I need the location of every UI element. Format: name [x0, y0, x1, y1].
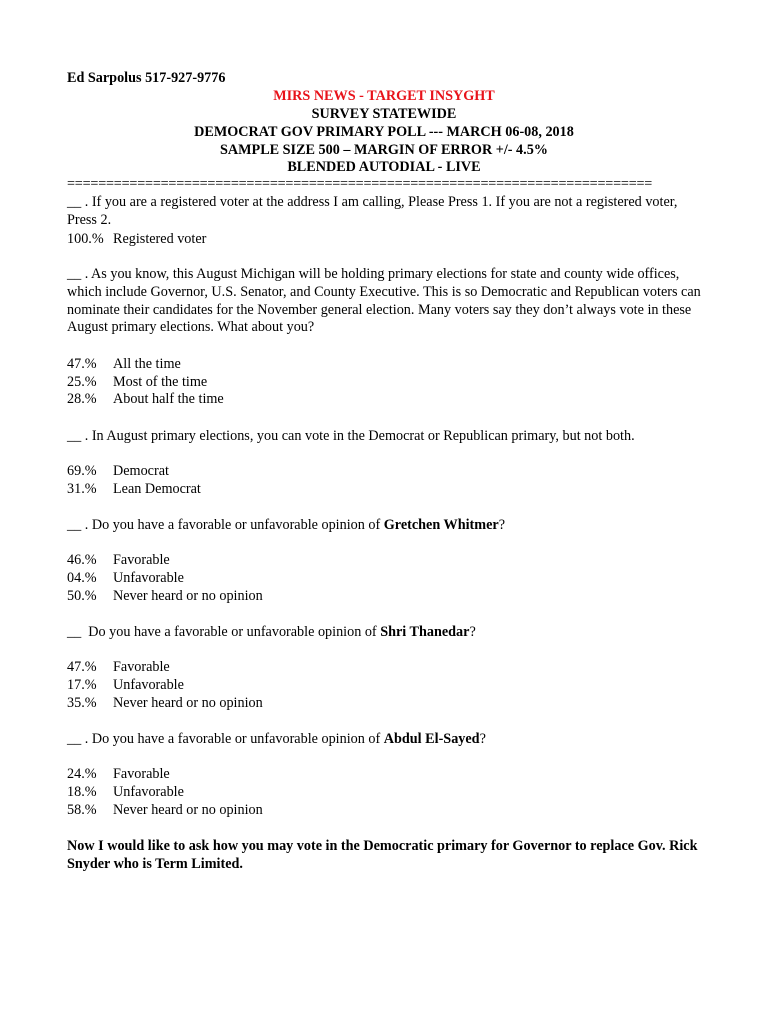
answer-percent: 69.% — [67, 463, 97, 479]
answer-row — [67, 659, 170, 677]
answer-percent: 25.% — [67, 374, 97, 390]
survey-scope: SURVEY STATEWIDE — [311, 106, 457, 122]
question-mark: ? — [479, 731, 486, 747]
answer-percent: 47.% — [67, 356, 97, 372]
question-6 — [67, 731, 703, 749]
answer-label: Democrat — [113, 463, 169, 479]
answer-percent: 47.% — [67, 659, 97, 675]
question-1: __ . If you are a registered voter at the address I am calling, Please Press 1. If you are not a registered voter, Press 2. — [67, 194, 678, 228]
answer-row — [67, 677, 184, 695]
answer-label: Never heard or no opinion — [113, 695, 263, 711]
answer-percent: 17.% — [67, 677, 97, 693]
method-line: BLENDED AUTODIAL - LIVE — [287, 159, 481, 175]
answer-label: Unfavorable — [113, 570, 184, 586]
candidate-name: Gretchen Whitmer — [383, 517, 499, 533]
answer-row — [67, 374, 207, 392]
closing-instruction: Now I would like to ask how you may vote in the Democratic primary for Governor to replace Gov. Rick Snyder who is Term Limited. — [67, 838, 698, 872]
answer-label: Never heard or no opinion — [113, 802, 263, 818]
answer-percent: 18.% — [67, 784, 97, 800]
question-5 — [67, 624, 703, 642]
sample-size: SAMPLE SIZE 500 – MARGIN OF ERROR +/- 4.5% — [220, 142, 548, 158]
answer-row — [67, 766, 170, 784]
answer-row — [67, 391, 224, 409]
question-3: __ . In August primary elections, you can vote in the Democrat or Republican primary, but not both. — [67, 428, 635, 444]
answer-percent: 100.% — [67, 231, 104, 247]
answer-percent: 50.% — [67, 588, 97, 604]
answer-row — [67, 695, 263, 713]
answer-label: Favorable — [113, 659, 170, 675]
answer-label: Most of the time — [113, 374, 208, 390]
answer-label: Registered voter — [113, 231, 207, 247]
question-mark: ? — [498, 517, 505, 533]
poll-title: DEMOCRAT GOV PRIMARY POLL --- MARCH 06-08, 2018 — [194, 124, 574, 140]
candidate-name: Shri Thanedar — [380, 624, 470, 640]
answer-percent: 35.% — [67, 695, 97, 711]
answer-percent: 24.% — [67, 766, 97, 782]
question-text: __ . Do you have a favorable or unfavorable opinion of — [67, 731, 384, 747]
answer-percent: 31.% — [67, 481, 97, 497]
answer-percent: 46.% — [67, 552, 97, 568]
candidate-name: Abdul El-Sayed — [383, 731, 480, 747]
answer-row — [67, 588, 263, 606]
answer-label: Favorable — [113, 552, 170, 568]
separator-line: =========================================================================== — [67, 176, 653, 192]
answer-row — [67, 802, 263, 820]
answer-label: Unfavorable — [113, 677, 184, 693]
answer-percent: 28.% — [67, 391, 97, 407]
answer-row — [67, 784, 184, 802]
answer-row — [67, 231, 206, 249]
question-mark: ? — [469, 624, 476, 640]
answer-row — [67, 552, 170, 570]
question-text: __ . Do you have a favorable or unfavorable opinion of — [67, 517, 384, 533]
answer-label: Favorable — [113, 766, 170, 782]
answer-label: All the time — [113, 356, 181, 372]
answer-row — [67, 481, 201, 499]
answer-percent: 04.% — [67, 570, 97, 586]
question-4 — [67, 517, 703, 535]
answer-label: About half the time — [113, 391, 224, 407]
contact-line: Ed Sarpolus 517-927-9776 — [67, 70, 226, 86]
answer-label: Never heard or no opinion — [113, 588, 263, 604]
answer-label: Lean Democrat — [113, 481, 201, 497]
answer-row — [67, 356, 181, 374]
report-title: MIRS NEWS - TARGET INSYGHT — [273, 88, 495, 104]
answer-label: Unfavorable — [113, 784, 184, 800]
answer-row — [67, 463, 169, 481]
question-2: __ . As you know, this August Michigan will be holding primary elections for state and county wide offices, which include Governor, U.S. Senator, and County Executive. This is so Democratic and Republican voters can nominate their candidates for the November general election. Many voters say they don’t always vote in these August primary elections. What about you? — [67, 266, 701, 336]
answer-percent: 58.% — [67, 802, 97, 818]
question-text: __ Do you have a favorable or unfavorable opinion of — [67, 624, 381, 640]
answer-row — [67, 570, 184, 588]
